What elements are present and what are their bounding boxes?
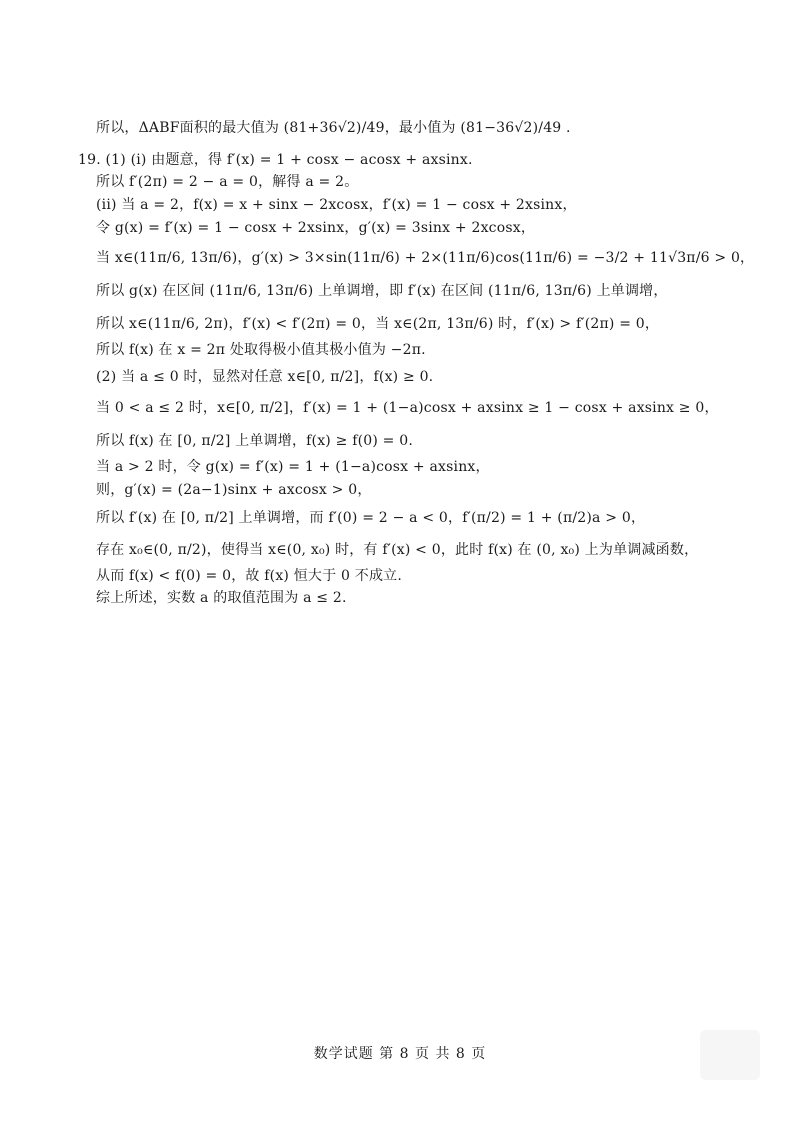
page-footer: 数学试题 第 8 页 共 8 页 <box>313 1046 487 1062</box>
text-line: 所以 f(x) 在 x = 2π 处取得极小值其极小值为 −2π. <box>96 342 426 358</box>
text-line: 存在 x₀∈(0, π/2)，使得当 x∈(0, x₀) 时，有 f′(x) < 0，此时 f(x) 在 (0, x₀) 上为单调减函数， <box>96 542 699 558</box>
text-line: 令 g(x) = f′(x) = 1 − cosx + 2xsinx，g′(x) = 3sinx + 2xcosx， <box>96 220 536 236</box>
text-line: 当 x∈(11π/6, 13π/6)，g′(x) > 3×sin(11π/6) + 2×(11π/6)cos(11π/6) = −3/2 + 11√3π/6 > 0， <box>96 250 755 266</box>
watermark <box>700 1030 760 1080</box>
text-line: 所以 f′(2π) = 2 − a = 0，解得 a = 2。 <box>96 174 359 190</box>
text-line: 从而 f(x) < f(0) = 0，故 f(x) 恒大于 0 不成立. <box>96 568 402 584</box>
text-line: 当 a > 2 时，令 g(x) = f′(x) = 1 + (1−a)cosx + axsinx， <box>96 459 490 475</box>
text-line: 综上所述，实数 a 的取值范围为 a ≤ 2. <box>96 590 347 606</box>
text-line: 所以 x∈(11π/6, 2π)，f′(x) < f′(2π) = 0，当 x∈(2π, 13π/6) 时，f′(x) > f′(2π) = 0， <box>96 316 660 332</box>
text-line: 所以，ΔABF面积的最大值为 (81+36√2)/49，最小值为 (81−36√2)/49 . <box>96 120 571 136</box>
text-line: 当 0 < a ≤ 2 时，x∈[0, π/2]，f′(x) = 1 + (1−a)cosx + axsinx ≥ 1 − cosx + axsinx ≥ 0， <box>96 400 719 416</box>
text-line: (ii) 当 a = 2，f(x) = x + sinx − 2xcosx，f′(x) = 1 − cosx + 2xsinx， <box>96 197 577 213</box>
text-line: 所以 g(x) 在区间 (11π/6, 13π/6) 上单调增，即 f′(x) 在区间 (11π/6, 13π/6) 上单调增， <box>96 283 668 299</box>
text-line: (2) 当 a ≤ 0 时，显然对任意 x∈[0, π/2]，f(x) ≥ 0. <box>96 369 434 385</box>
text-line: 则，g′(x) = (2a−1)sinx + axcosx > 0， <box>96 482 372 498</box>
text-line: 19. (1) (i) 由题意，得 f′(x) = 1 + cosx − acosx + axsinx. <box>78 152 473 168</box>
text-line: 所以 f′(x) 在 [0, π/2] 上单调增，而 f′(0) = 2 − a < 0，f′(π/2) = 1 + (π/2)a > 0， <box>96 510 646 526</box>
text-line: 所以 f(x) 在 [0, π/2] 上单调增，f(x) ≥ f(0) = 0. <box>96 433 413 449</box>
